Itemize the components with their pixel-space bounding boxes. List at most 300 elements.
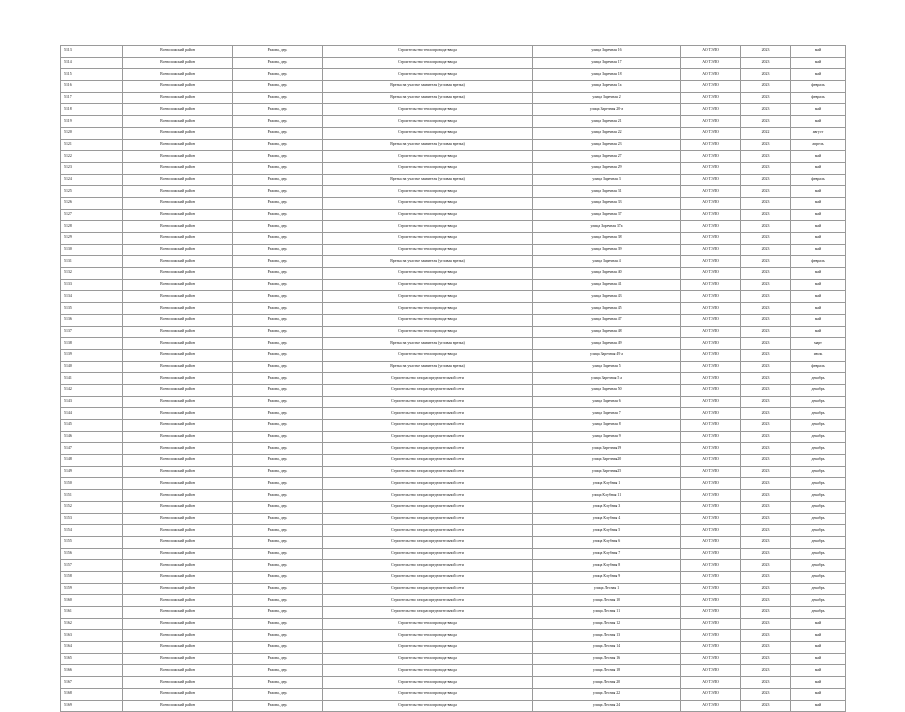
cell-month: декабрь [791, 408, 846, 420]
cell-address: улица Лесная 22 [533, 688, 681, 700]
cell-address: улица Заречная 31 [533, 186, 681, 198]
cell-address: улица Заречная 21 [533, 116, 681, 128]
table-row [61, 69, 846, 81]
cell-settlement: Рахова, дер. [233, 373, 323, 385]
cell-district: Всеволожский район [123, 256, 233, 268]
cell-address: улица Заречная 6 [533, 396, 681, 408]
cell-work-type: Строительство теплопровода-ввода [323, 57, 533, 69]
cell-organization: АО ТЭЛО [681, 46, 741, 58]
cell-row-number: 5137 [61, 326, 123, 338]
cell-row-number: 5158 [61, 571, 123, 583]
cell-address: улица Заречная 27 [533, 151, 681, 163]
cell-organization: АО ТЭЛО [681, 151, 741, 163]
cell-work-type: Врезка на участке заявителя (угловая врезка) [323, 92, 533, 104]
cell-organization: АО ТЭЛО [681, 408, 741, 420]
cell-settlement: Рахова, дер. [233, 443, 323, 455]
table-row [61, 291, 846, 303]
cell-settlement: Рахова, дер. [233, 116, 323, 128]
cell-organization: АО ТЭЛО [681, 396, 741, 408]
cell-row-number: 5124 [61, 174, 123, 186]
cell-year: 2023 [741, 186, 791, 198]
cell-settlement: Рахова, дер. [233, 501, 323, 513]
cell-organization: АО ТЭЛО [681, 501, 741, 513]
cell-settlement: Рахова, дер. [233, 525, 323, 537]
cell-year: 2023 [741, 151, 791, 163]
cell-year: 2023 [741, 525, 791, 537]
cell-address: улица Заречная 37 [533, 209, 681, 221]
cell-organization: АО ТЭЛО [681, 700, 741, 712]
cell-address: улица Заречная 39 [533, 244, 681, 256]
cell-work-type: Строительство теплопровода-ввода [323, 677, 533, 689]
cell-work-type: Строительство газораспределительной сети [323, 501, 533, 513]
cell-year: 2023 [741, 244, 791, 256]
table-row [61, 396, 846, 408]
cell-work-type: Строительство теплопровода-ввода [323, 116, 533, 128]
table-row [61, 57, 846, 69]
cell-settlement: Рахова, дер. [233, 186, 323, 198]
cell-month: декабрь [791, 490, 846, 502]
table-row [61, 443, 846, 455]
cell-work-type: Строительство теплопровода-ввода [323, 221, 533, 233]
cell-row-number: 5119 [61, 116, 123, 128]
cell-organization: АО ТЭЛО [681, 607, 741, 619]
table-row [61, 186, 846, 198]
cell-organization: АО ТЭЛО [681, 139, 741, 151]
cell-year: 2023 [741, 303, 791, 315]
cell-district: Всеволожский район [123, 57, 233, 69]
cell-month: май [791, 69, 846, 81]
cell-district: Всеволожский район [123, 314, 233, 326]
cell-settlement: Рахова, дер. [233, 478, 323, 490]
cell-organization: АО ТЭЛО [681, 57, 741, 69]
cell-row-number: 5121 [61, 139, 123, 151]
table-row [61, 349, 846, 361]
cell-address: улица Клубная 11 [533, 490, 681, 502]
cell-work-type: Строительство теплопровода-ввода [323, 303, 533, 315]
cell-month: май [791, 104, 846, 116]
cell-month: февраль [791, 361, 846, 373]
cell-row-number: 5123 [61, 162, 123, 174]
cell-year: 2023 [741, 46, 791, 58]
cell-district: Всеволожский район [123, 420, 233, 432]
cell-address: улица Заречная 37а [533, 221, 681, 233]
cell-settlement: Рахова, дер. [233, 197, 323, 209]
cell-settlement: Рахова, дер. [233, 162, 323, 174]
cell-month: май [791, 197, 846, 209]
cell-row-number: 5159 [61, 583, 123, 595]
cell-year: 2023 [741, 548, 791, 560]
cell-district: Всеволожский район [123, 197, 233, 209]
cell-year: 2023 [741, 420, 791, 432]
cell-row-number: 5153 [61, 513, 123, 525]
table-row [61, 92, 846, 104]
cell-settlement: Рахова, дер. [233, 618, 323, 630]
cell-organization: АО ТЭЛО [681, 478, 741, 490]
cell-district: Всеволожский район [123, 221, 233, 233]
cell-work-type: Строительство теплопровода-ввода [323, 162, 533, 174]
cell-settlement: Рахова, дер. [233, 688, 323, 700]
table-row [61, 513, 846, 525]
cell-row-number: 5164 [61, 642, 123, 654]
cell-organization: АО ТЭЛО [681, 443, 741, 455]
cell-work-type: Строительство газораспределительной сети [323, 560, 533, 572]
cell-row-number: 5152 [61, 501, 123, 513]
table-row [61, 139, 846, 151]
cell-month: май [791, 642, 846, 654]
cell-district: Всеволожский район [123, 139, 233, 151]
cell-district: Всеволожский район [123, 69, 233, 81]
cell-organization: АО ТЭЛО [681, 279, 741, 291]
table-row [61, 466, 846, 478]
cell-month: май [791, 209, 846, 221]
cell-year: 2023 [741, 396, 791, 408]
cell-work-type: Строительство газораспределительной сети [323, 536, 533, 548]
cell-settlement: Рахова, дер. [233, 151, 323, 163]
cell-district: Всеволожский район [123, 244, 233, 256]
cell-organization: АО ТЭЛО [681, 373, 741, 385]
cell-work-type: Строительство теплопровода-ввода [323, 209, 533, 221]
cell-work-type: Строительство газораспределительной сети [323, 420, 533, 432]
cell-address: улица Заречная 22 [533, 127, 681, 139]
cell-row-number: 5114 [61, 57, 123, 69]
cell-month: декабрь [791, 373, 846, 385]
cell-district: Всеволожский район [123, 677, 233, 689]
cell-district: Всеволожский район [123, 384, 233, 396]
cell-settlement: Рахова, дер. [233, 536, 323, 548]
cell-organization: АО ТЭЛО [681, 630, 741, 642]
table-row [61, 46, 846, 58]
cell-settlement: Рахова, дер. [233, 104, 323, 116]
cell-address: улица Заречная 29 [533, 162, 681, 174]
cell-month: август [791, 127, 846, 139]
cell-address: улица Заречная 49 а [533, 349, 681, 361]
cell-month: июль [791, 349, 846, 361]
cell-settlement: Рахова, дер. [233, 420, 323, 432]
cell-year: 2023 [741, 642, 791, 654]
cell-month: май [791, 618, 846, 630]
table-row [61, 104, 846, 116]
cell-address: улица Заречная 43 [533, 291, 681, 303]
table-row [61, 501, 846, 513]
cell-row-number: 5120 [61, 127, 123, 139]
cell-row-number: 5145 [61, 420, 123, 432]
cell-work-type: Строительство теплопровода-ввода [323, 630, 533, 642]
table-row [61, 256, 846, 268]
cell-month: декабрь [791, 560, 846, 572]
cell-address: улица Лесная 20 [533, 677, 681, 689]
table-row [61, 455, 846, 467]
cell-year: 2023 [741, 443, 791, 455]
cell-row-number: 5117 [61, 92, 123, 104]
cell-organization: АО ТЭЛО [681, 326, 741, 338]
cell-row-number: 5127 [61, 209, 123, 221]
cell-row-number: 5161 [61, 607, 123, 619]
cell-settlement: Рахова, дер. [233, 455, 323, 467]
cell-year: 2023 [741, 209, 791, 221]
cell-row-number: 5162 [61, 618, 123, 630]
cell-work-type: Строительство газораспределительной сети [323, 548, 533, 560]
cell-month: май [791, 291, 846, 303]
cell-work-type: Строительство газораспределительной сети [323, 431, 533, 443]
cell-row-number: 5130 [61, 244, 123, 256]
cell-address: улица Заречная 7 [533, 408, 681, 420]
cell-settlement: Рахова, дер. [233, 653, 323, 665]
cell-work-type: Строительство теплопровода-ввода [323, 314, 533, 326]
cell-settlement: Рахова, дер. [233, 361, 323, 373]
cell-year: 2023 [741, 314, 791, 326]
cell-month: май [791, 57, 846, 69]
table-body [61, 46, 846, 712]
cell-district: Всеволожский район [123, 326, 233, 338]
cell-year: 2023 [741, 501, 791, 513]
cell-organization: АО ТЭЛО [681, 303, 741, 315]
cell-district: Всеволожский район [123, 338, 233, 350]
cell-month: май [791, 700, 846, 712]
cell-year: 2023 [741, 69, 791, 81]
cell-organization: АО ТЭЛО [681, 104, 741, 116]
cell-district: Всеволожский район [123, 548, 233, 560]
cell-month: май [791, 151, 846, 163]
cell-settlement: Рахова, дер. [233, 466, 323, 478]
cell-organization: АО ТЭЛО [681, 233, 741, 245]
table-row [61, 197, 846, 209]
cell-settlement: Рахова, дер. [233, 233, 323, 245]
cell-address: улица Заречная 49 [533, 338, 681, 350]
cell-address: улица Лесная 18 [533, 665, 681, 677]
cell-row-number: 5149 [61, 466, 123, 478]
cell-year: 2023 [741, 431, 791, 443]
cell-year: 2022 [741, 127, 791, 139]
table-row [61, 268, 846, 280]
cell-district: Всеволожский район [123, 525, 233, 537]
data-table [60, 45, 846, 712]
cell-work-type: Строительство теплопровода-ввода [323, 151, 533, 163]
table-row [61, 525, 846, 537]
cell-work-type: Строительство теплопровода-ввода [323, 700, 533, 712]
cell-settlement: Рахова, дер. [233, 431, 323, 443]
table-row [61, 338, 846, 350]
cell-month: декабрь [791, 420, 846, 432]
cell-row-number: 5155 [61, 536, 123, 548]
cell-organization: АО ТЭЛО [681, 256, 741, 268]
cell-district: Всеволожский район [123, 700, 233, 712]
cell-month: декабрь [791, 536, 846, 548]
cell-district: Всеволожский район [123, 104, 233, 116]
table-row [61, 303, 846, 315]
cell-year: 2023 [741, 174, 791, 186]
cell-row-number: 5135 [61, 303, 123, 315]
cell-organization: АО ТЭЛО [681, 81, 741, 93]
table-row [61, 607, 846, 619]
cell-month: февраль [791, 174, 846, 186]
cell-work-type: Строительство теплопровода-ввода [323, 69, 533, 81]
cell-work-type: Строительство газораспределительной сети [323, 396, 533, 408]
cell-year: 2023 [741, 536, 791, 548]
cell-work-type: Строительство теплопровода-ввода [323, 197, 533, 209]
cell-address: улица Заречная 23 [533, 139, 681, 151]
cell-month: декабрь [791, 455, 846, 467]
cell-district: Всеволожский район [123, 46, 233, 58]
cell-row-number: 5133 [61, 279, 123, 291]
table-row [61, 408, 846, 420]
cell-year: 2023 [741, 349, 791, 361]
cell-work-type: Строительство теплопровода-ввода [323, 279, 533, 291]
cell-organization: АО ТЭЛО [681, 268, 741, 280]
cell-row-number: 5113 [61, 46, 123, 58]
cell-district: Всеволожский район [123, 595, 233, 607]
cell-year: 2023 [741, 139, 791, 151]
cell-district: Всеволожский район [123, 268, 233, 280]
cell-district: Всеволожский район [123, 279, 233, 291]
cell-row-number: 5166 [61, 665, 123, 677]
cell-district: Всеволожский район [123, 653, 233, 665]
cell-settlement: Рахова, дер. [233, 630, 323, 642]
cell-year: 2023 [741, 490, 791, 502]
cell-work-type: Строительство газораспределительной сети [323, 466, 533, 478]
cell-district: Всеволожский район [123, 443, 233, 455]
table-row [61, 571, 846, 583]
cell-row-number: 5169 [61, 700, 123, 712]
cell-district: Всеволожский район [123, 291, 233, 303]
cell-settlement: Рахова, дер. [233, 677, 323, 689]
cell-address: улица Лесная 1 [533, 583, 681, 595]
cell-organization: АО ТЭЛО [681, 127, 741, 139]
cell-district: Всеволожский район [123, 396, 233, 408]
table-row [61, 384, 846, 396]
table-row [61, 221, 846, 233]
cell-month: декабрь [791, 466, 846, 478]
cell-work-type: Врезка на участке заявителя (угловая врезка) [323, 174, 533, 186]
cell-year: 2023 [741, 326, 791, 338]
table-row [61, 583, 846, 595]
cell-address: улица Заречная 1а [533, 81, 681, 93]
cell-district: Всеволожский район [123, 560, 233, 572]
cell-settlement: Рахова, дер. [233, 279, 323, 291]
cell-row-number: 5139 [61, 349, 123, 361]
cell-address: улица Лесная 12 [533, 618, 681, 630]
cell-work-type: Врезка на участке заявителя (угловая врезка) [323, 256, 533, 268]
cell-year: 2023 [741, 373, 791, 385]
cell-address: улица Заречная 33 [533, 197, 681, 209]
cell-settlement: Рахова, дер. [233, 607, 323, 619]
cell-year: 2023 [741, 618, 791, 630]
cell-year: 2023 [741, 291, 791, 303]
cell-row-number: 5160 [61, 595, 123, 607]
cell-work-type: Строительство теплопровода-ввода [323, 665, 533, 677]
cell-year: 2023 [741, 466, 791, 478]
cell-district: Всеволожский район [123, 209, 233, 221]
cell-organization: АО ТЭЛО [681, 69, 741, 81]
cell-work-type: Строительство газораспределительной сети [323, 490, 533, 502]
cell-work-type: Строительство теплопровода-ввода [323, 244, 533, 256]
cell-organization: АО ТЭЛО [681, 209, 741, 221]
cell-work-type: Строительство газораспределительной сети [323, 455, 533, 467]
cell-work-type: Строительство теплопровода-ввода [323, 688, 533, 700]
cell-row-number: 5116 [61, 81, 123, 93]
cell-year: 2023 [741, 104, 791, 116]
cell-organization: АО ТЭЛО [681, 513, 741, 525]
cell-row-number: 5165 [61, 653, 123, 665]
table-row [61, 162, 846, 174]
cell-district: Всеволожский район [123, 618, 233, 630]
cell-address: улица Клубная 1 [533, 478, 681, 490]
cell-year: 2023 [741, 162, 791, 174]
cell-organization: АО ТЭЛО [681, 116, 741, 128]
table-row [61, 326, 846, 338]
cell-district: Всеволожский район [123, 373, 233, 385]
cell-work-type: Строительство газораспределительной сети [323, 607, 533, 619]
cell-settlement: Рахова, дер. [233, 595, 323, 607]
cell-district: Всеволожский район [123, 501, 233, 513]
cell-row-number: 5141 [61, 373, 123, 385]
cell-month: апрель [791, 139, 846, 151]
cell-row-number: 5136 [61, 314, 123, 326]
cell-row-number: 5129 [61, 233, 123, 245]
table-row [61, 361, 846, 373]
cell-month: май [791, 326, 846, 338]
table-row [61, 677, 846, 689]
cell-district: Всеволожский район [123, 571, 233, 583]
cell-work-type: Врезка на участке заявителя (угловая врезка) [323, 361, 533, 373]
cell-organization: АО ТЭЛО [681, 92, 741, 104]
table-row [61, 490, 846, 502]
cell-row-number: 5131 [61, 256, 123, 268]
cell-work-type: Строительство газораспределительной сети [323, 595, 533, 607]
cell-district: Всеволожский район [123, 431, 233, 443]
cell-work-type: Строительство теплопровода-ввода [323, 233, 533, 245]
cell-settlement: Рахова, дер. [233, 583, 323, 595]
cell-year: 2023 [741, 677, 791, 689]
cell-district: Всеволожский район [123, 303, 233, 315]
cell-row-number: 5118 [61, 104, 123, 116]
cell-address: улица Лесная 14 [533, 642, 681, 654]
cell-address: улица Заречная 18 [533, 69, 681, 81]
cell-address: улица Лесная 10 [533, 595, 681, 607]
cell-address: улица Заречная 40 [533, 268, 681, 280]
cell-address: улица Клубная 9 [533, 571, 681, 583]
cell-organization: АО ТЭЛО [681, 642, 741, 654]
cell-work-type: Строительство теплопровода-ввода [323, 46, 533, 58]
cell-year: 2023 [741, 279, 791, 291]
table-row [61, 665, 846, 677]
cell-settlement: Рахова, дер. [233, 408, 323, 420]
table-row [61, 653, 846, 665]
table-row [61, 127, 846, 139]
cell-organization: АО ТЭЛО [681, 431, 741, 443]
cell-settlement: Рахова, дер. [233, 326, 323, 338]
cell-row-number: 5150 [61, 478, 123, 490]
cell-month: май [791, 279, 846, 291]
cell-month: декабрь [791, 384, 846, 396]
cell-settlement: Рахова, дер. [233, 665, 323, 677]
cell-organization: АО ТЭЛО [681, 525, 741, 537]
cell-row-number: 5140 [61, 361, 123, 373]
cell-organization: АО ТЭЛО [681, 466, 741, 478]
cell-settlement: Рахова, дер. [233, 700, 323, 712]
cell-month: май [791, 653, 846, 665]
cell-month: декабрь [791, 571, 846, 583]
cell-year: 2023 [741, 408, 791, 420]
table-row [61, 244, 846, 256]
cell-row-number: 5128 [61, 221, 123, 233]
cell-row-number: 5115 [61, 69, 123, 81]
cell-row-number: 5125 [61, 186, 123, 198]
cell-month: декабрь [791, 607, 846, 619]
cell-month: февраль [791, 256, 846, 268]
cell-settlement: Рахова, дер. [233, 642, 323, 654]
cell-address: улица Заречная 16 [533, 46, 681, 58]
cell-address: улица Лесная 13 [533, 630, 681, 642]
